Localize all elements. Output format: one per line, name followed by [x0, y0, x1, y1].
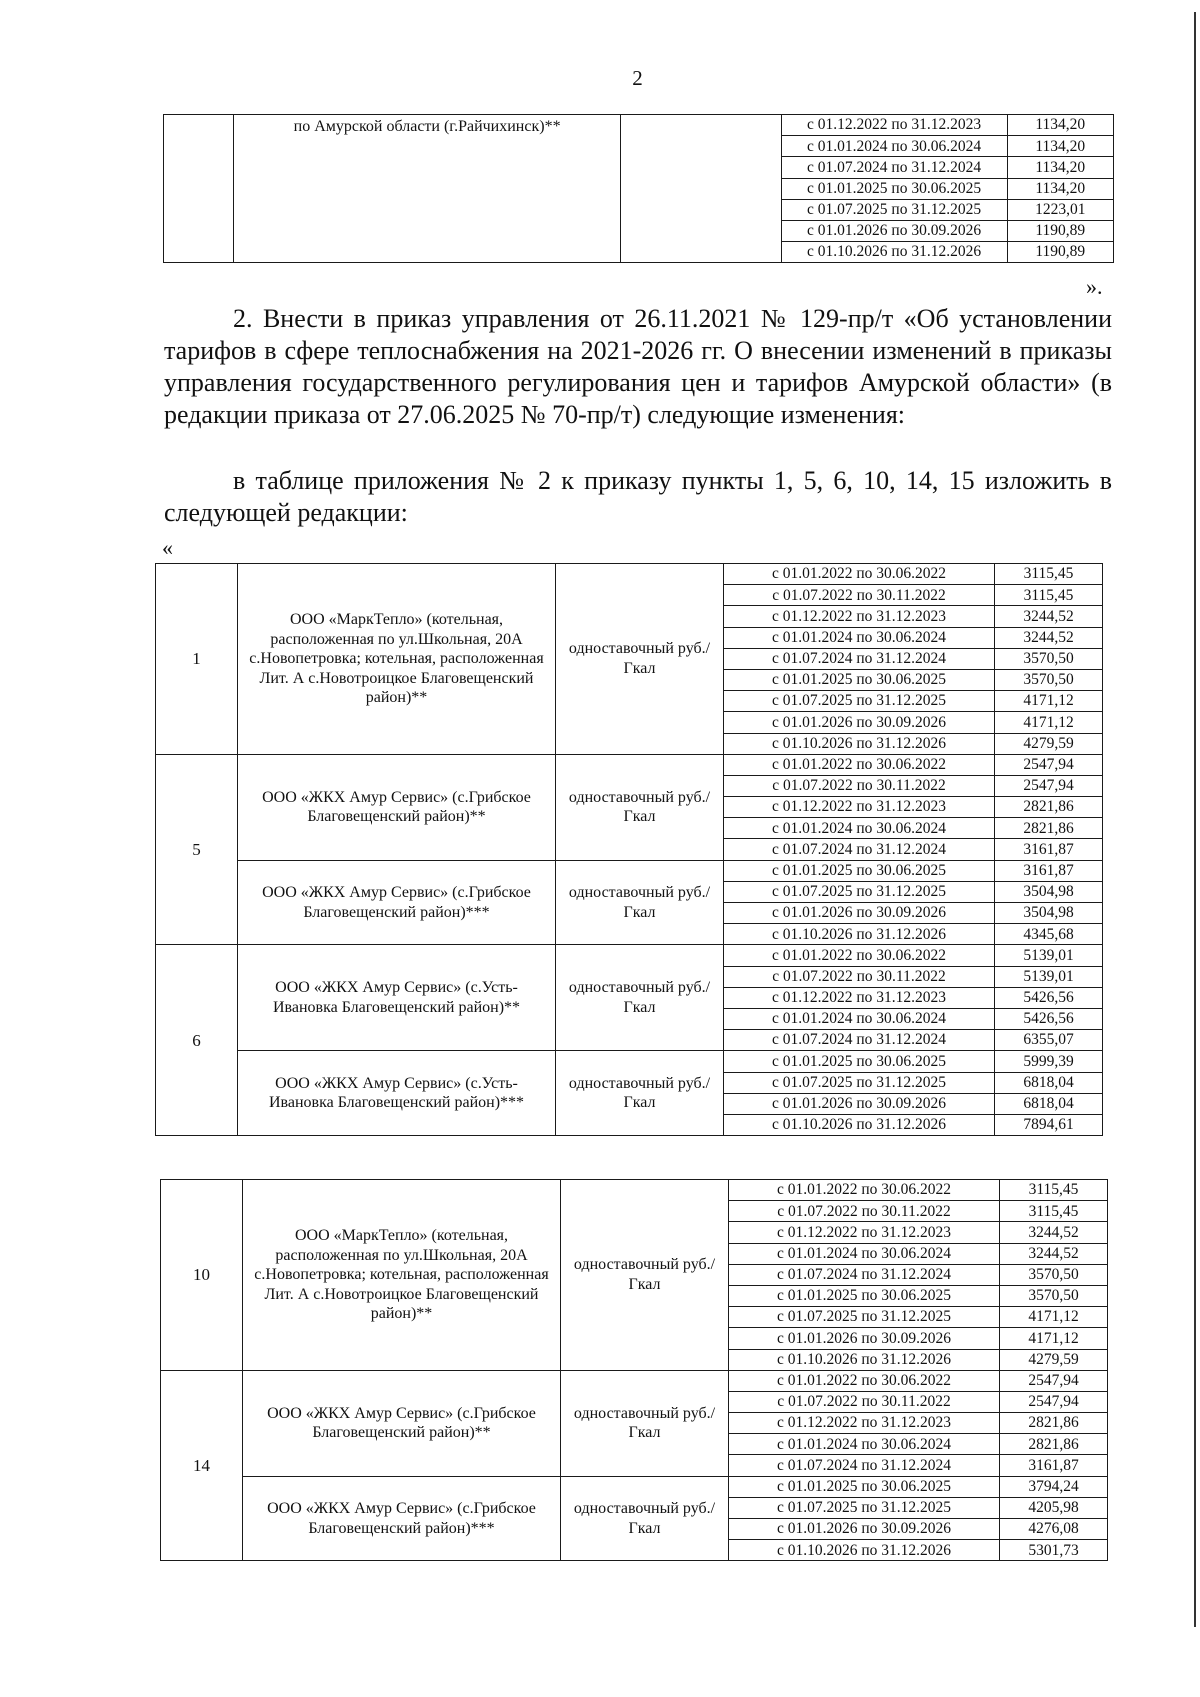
tariff-period: с 01.07.2024 по 31.12.2024	[724, 839, 995, 860]
rate-type: одноставочный руб./Гкал	[561, 1180, 729, 1371]
tariff-value: 1134,20	[1007, 157, 1113, 178]
tariff-value: 3244,52	[995, 606, 1103, 627]
tariff-period: с 01.01.2022 по 30.06.2022	[729, 1180, 1000, 1201]
tariff-period: с 01.10.2026 по 31.12.2026	[724, 924, 995, 945]
continuation-table-body	[164, 115, 1114, 263]
tariff-value: 1190,89	[1007, 242, 1113, 263]
tariff-value: 1190,89	[1007, 220, 1113, 241]
tariff-value: 3504,98	[995, 903, 1103, 924]
tariff-value: 2547,94	[995, 754, 1103, 775]
tariff-value: 6355,07	[995, 1030, 1103, 1051]
tariff-period: с 01.01.2025 по 30.06.2025	[724, 1051, 995, 1072]
tariff-period: с 01.01.2026 по 30.09.2026	[724, 712, 995, 733]
item-number: 5	[156, 754, 238, 945]
item-number: 10	[161, 1180, 243, 1371]
tariff-period: с 01.01.2025 по 30.06.2025	[724, 860, 995, 881]
tariff-value: 4171,12	[1000, 1307, 1108, 1328]
table-row	[156, 1051, 1103, 1072]
tariff-period: с 01.01.2024 по 30.06.2024	[724, 627, 995, 648]
table-row	[156, 945, 1103, 966]
tariff-period: с 01.01.2026 по 30.09.2026	[781, 220, 1007, 241]
tariff-period: с 01.10.2026 по 31.12.2026	[724, 1114, 995, 1135]
tariff-period: с 01.07.2025 по 31.12.2025	[729, 1497, 1000, 1518]
tariff-value: 5426,56	[995, 987, 1103, 1008]
tariff-value: 4205,98	[1000, 1497, 1108, 1518]
table-row	[164, 115, 1114, 136]
tariff-value: 5301,73	[1000, 1540, 1108, 1561]
organization-name: ООО «ЖКХ Амур Сервис» (с.Грибское Благовещенский район)**	[243, 1370, 561, 1476]
tariff-period: с 01.12.2022 по 31.12.2023	[781, 115, 1007, 136]
tariff-value: 3794,24	[1000, 1476, 1108, 1497]
table-row	[156, 860, 1103, 881]
tariff-period: с 01.12.2022 по 31.12.2023	[729, 1222, 1000, 1243]
rate-type: одноставочный руб./Гкал	[561, 1370, 729, 1476]
tariff-period: с 01.07.2022 по 30.11.2022	[729, 1391, 1000, 1412]
tariff-period: с 01.07.2025 по 31.12.2025	[781, 199, 1007, 220]
table-row	[156, 754, 1103, 775]
tariff-period: с 01.07.2024 по 31.12.2024	[729, 1455, 1000, 1476]
tariff-period: с 01.01.2025 по 30.06.2025	[724, 669, 995, 690]
tariff-period: с 01.07.2024 по 31.12.2024	[729, 1264, 1000, 1285]
tariff-value: 1134,20	[1007, 178, 1113, 199]
tariff-value: 3161,87	[995, 839, 1103, 860]
organization-name: ООО «ЖКХ Амур Сервис» (с.Грибское Благовещенский район)***	[238, 860, 556, 945]
opening-quote: «	[162, 535, 173, 560]
organization-name: по Амурской области (г.Райчихинск)**	[234, 115, 621, 263]
tariff-value: 4345,68	[995, 924, 1103, 945]
tariff-period: с 01.01.2022 по 30.06.2022	[724, 945, 995, 966]
tariff-table-items-10-14	[160, 1179, 1108, 1561]
tariff-period: с 01.07.2025 по 31.12.2025	[724, 1072, 995, 1093]
tariff-period: с 01.01.2024 по 30.06.2024	[729, 1243, 1000, 1264]
tariff-period: с 01.01.2025 по 30.06.2025	[729, 1476, 1000, 1497]
tariff-period: с 01.12.2022 по 31.12.2023	[724, 797, 995, 818]
tariff-value: 3115,45	[1000, 1180, 1108, 1201]
tariff-value: 3570,50	[995, 648, 1103, 669]
tariff-period: с 01.01.2026 по 30.09.2026	[724, 1093, 995, 1114]
tariff-value: 3115,45	[995, 564, 1103, 585]
tariff-value: 4279,59	[1000, 1349, 1108, 1370]
tariff-value: 6818,04	[995, 1093, 1103, 1114]
tariff-value: 3570,50	[1000, 1264, 1108, 1285]
table-row	[161, 1370, 1108, 1391]
tariff-value: 2547,94	[1000, 1370, 1108, 1391]
tariff-period: с 01.01.2022 по 30.06.2022	[724, 754, 995, 775]
tariff-period: с 01.01.2026 по 30.09.2026	[729, 1519, 1000, 1540]
tariff-period: с 01.12.2022 по 31.12.2023	[724, 606, 995, 627]
tariff-value: 1134,20	[1007, 115, 1113, 136]
tariff-value: 5139,01	[995, 945, 1103, 966]
paragraph-table-instruction: в таблице приложения № 2 к приказу пункты 1, 5, 6, 10, 14, 15 изложить в следующей редакции:	[164, 466, 1112, 527]
tariff-value: 1223,01	[1007, 199, 1113, 220]
tariff-value: 3570,50	[1000, 1285, 1108, 1306]
item-number	[164, 115, 234, 263]
tariff-value: 3504,98	[995, 881, 1103, 902]
organization-name: ООО «ЖКХ Амур Сервис» (с.Усть-Ивановка Благовещенский район)***	[238, 1051, 556, 1136]
page-number: 2	[632, 66, 643, 90]
organization-name: ООО «ЖКХ Амур Сервис» (с.Грибское Благовещенский район)**	[238, 754, 556, 860]
tariff-value: 1134,20	[1007, 136, 1113, 157]
tariff-period: с 01.07.2024 по 31.12.2024	[724, 648, 995, 669]
item-number: 6	[156, 945, 238, 1136]
item-number: 1	[156, 564, 238, 755]
tariff-value: 2821,86	[995, 797, 1103, 818]
tariff-value: 3115,45	[1000, 1201, 1108, 1222]
tariff-period: с 01.07.2025 по 31.12.2025	[724, 881, 995, 902]
table-2-body	[161, 1180, 1108, 1561]
tariff-value: 2821,86	[995, 818, 1103, 839]
tariff-period: с 01.01.2026 по 30.09.2026	[729, 1328, 1000, 1349]
rate-type: одноставочный руб./Гкал	[561, 1476, 729, 1561]
tariff-value: 5999,39	[995, 1051, 1103, 1072]
tariff-value: 4171,12	[995, 712, 1103, 733]
table-row	[161, 1180, 1108, 1201]
tariff-period: с 01.07.2022 по 30.11.2022	[724, 775, 995, 796]
organization-name: ООО «ЖКХ Амур Сервис» (с.Грибское Благовещенский район)***	[243, 1476, 561, 1561]
tariff-period: с 01.07.2024 по 31.12.2024	[724, 1030, 995, 1051]
organization-name: ООО «МаркТепло» (котельная, расположенная по ул.Школьная, 20А с.Новопетровка; котельная, расположенная Лит. А с.Новотроицкое Благовещенский район)**	[238, 564, 556, 755]
tariff-value: 2821,86	[1000, 1434, 1108, 1455]
tariff-value: 5139,01	[995, 966, 1103, 987]
tariff-period: с 01.01.2024 по 30.06.2024	[724, 818, 995, 839]
tariff-value: 6818,04	[995, 1072, 1103, 1093]
table-row	[156, 564, 1103, 585]
tariff-table-continuation	[163, 114, 1114, 263]
closing-quote: ».	[1086, 274, 1103, 299]
tariff-value: 3244,52	[1000, 1243, 1108, 1264]
organization-name: ООО «ЖКХ Амур Сервис» (с.Усть-Ивановка Благовещенский район)**	[238, 945, 556, 1051]
table-row	[161, 1476, 1108, 1497]
paragraph-amendment: 2. Внести в приказ управления от 26.11.2021 № 129-пр/т «Об установлении тарифов в сфере теплоснабжения на 2021-2026 гг. О внесении изменений в приказы управления государственного регулирования цен и тарифов Амурской области» (в редакции приказа от 27.06.2025 № 70-пр/т) следующие изменения:	[164, 304, 1112, 429]
tariff-period: с 01.01.2022 по 30.06.2022	[729, 1370, 1000, 1391]
tariff-period: с 01.10.2026 по 31.12.2026	[781, 242, 1007, 263]
rate-type: одноставочный руб./Гкал	[556, 945, 724, 1051]
tariff-value: 3161,87	[1000, 1455, 1108, 1476]
tariff-period: с 01.07.2025 по 31.12.2025	[729, 1307, 1000, 1328]
tariff-value: 4171,12	[1000, 1328, 1108, 1349]
tariff-value: 4171,12	[995, 691, 1103, 712]
tariff-table-items-1-5-6	[155, 563, 1103, 1136]
item-number: 14	[161, 1370, 243, 1561]
tariff-period: с 01.07.2024 по 31.12.2024	[781, 157, 1007, 178]
table-1-body	[156, 564, 1103, 1136]
rate-type: одноставочный руб./Гкал	[556, 564, 724, 755]
tariff-period: с 01.12.2022 по 31.12.2023	[724, 987, 995, 1008]
tariff-value: 3161,87	[995, 860, 1103, 881]
tariff-value: 3570,50	[995, 669, 1103, 690]
tariff-period: с 01.07.2025 по 31.12.2025	[724, 691, 995, 712]
tariff-period: с 01.01.2024 по 30.06.2024	[724, 1008, 995, 1029]
page-edge-line	[1194, 12, 1196, 1627]
tariff-value: 2821,86	[1000, 1413, 1108, 1434]
tariff-value: 5426,56	[995, 1008, 1103, 1029]
tariff-value: 4279,59	[995, 733, 1103, 754]
tariff-period: с 01.07.2022 по 30.11.2022	[729, 1201, 1000, 1222]
tariff-period: с 01.01.2025 по 30.06.2025	[729, 1285, 1000, 1306]
rate-type: одноставочный руб./Гкал	[556, 1051, 724, 1136]
tariff-period: с 01.01.2022 по 30.06.2022	[724, 564, 995, 585]
tariff-value: 2547,94	[1000, 1391, 1108, 1412]
tariff-period: с 01.07.2022 по 30.11.2022	[724, 966, 995, 987]
tariff-period: с 01.01.2024 по 30.06.2024	[781, 136, 1007, 157]
tariff-period: с 01.07.2022 по 30.11.2022	[724, 585, 995, 606]
tariff-value: 3244,52	[995, 627, 1103, 648]
tariff-period: с 01.10.2026 по 31.12.2026	[724, 733, 995, 754]
tariff-value: 3244,52	[1000, 1222, 1108, 1243]
tariff-period: с 01.01.2024 по 30.06.2024	[729, 1434, 1000, 1455]
tariff-period: с 01.12.2022 по 31.12.2023	[729, 1413, 1000, 1434]
rate-type	[620, 115, 781, 263]
tariff-value: 3115,45	[995, 585, 1103, 606]
tariff-period: с 01.10.2026 по 31.12.2026	[729, 1540, 1000, 1561]
organization-name: ООО «МаркТепло» (котельная, расположенная по ул.Школьная, 20А с.Новопетровка; котельная, расположенная Лит. А с.Новотроицкое Благовещенский район)**	[243, 1180, 561, 1371]
tariff-value: 2547,94	[995, 775, 1103, 796]
rate-type: одноставочный руб./Гкал	[556, 860, 724, 945]
rate-type: одноставочный руб./Гкал	[556, 754, 724, 860]
tariff-value: 7894,61	[995, 1114, 1103, 1135]
tariff-period: с 01.01.2026 по 30.09.2026	[724, 903, 995, 924]
tariff-value: 4276,08	[1000, 1519, 1108, 1540]
tariff-period: с 01.01.2025 по 30.06.2025	[781, 178, 1007, 199]
tariff-period: с 01.10.2026 по 31.12.2026	[729, 1349, 1000, 1370]
